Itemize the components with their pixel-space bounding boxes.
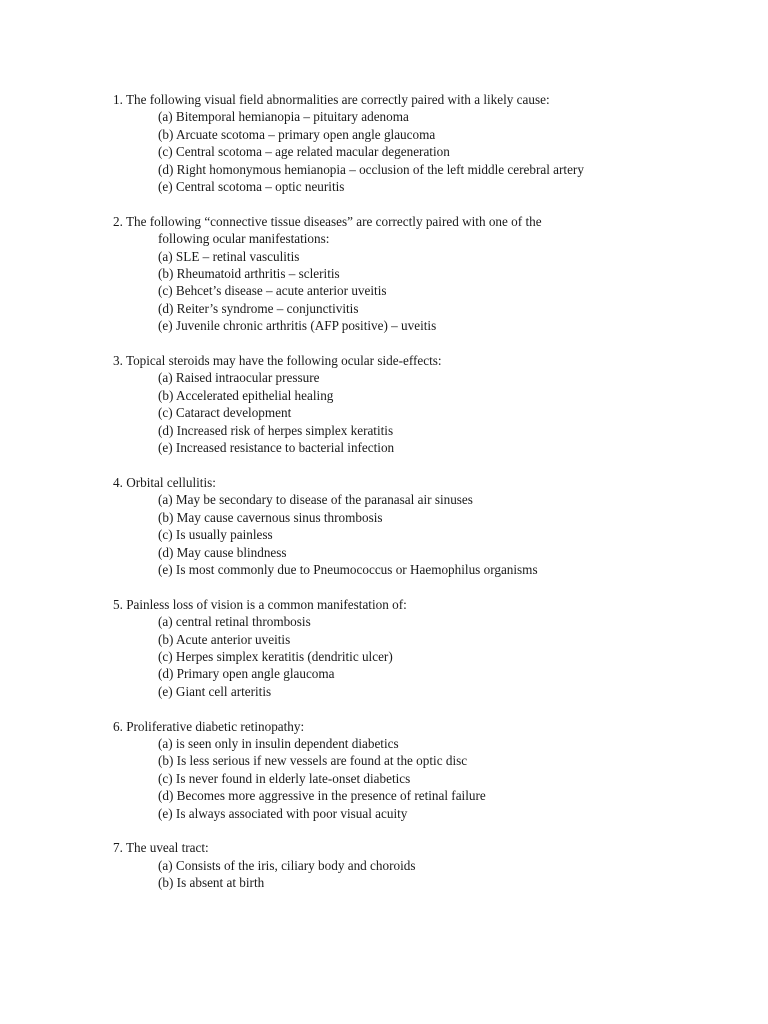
answer-option-b: (b) Rheumatoid arthritis – scleritis: [158, 266, 340, 282]
answer-option-a: (a) is seen only in insulin dependent diabetics: [158, 735, 399, 751]
question-stem-continuation: following ocular manifestations:: [158, 231, 330, 247]
answer-option-a: (a) Raised intraocular pressure: [158, 370, 320, 386]
answer-option-a: (a) May be secondary to disease of the paranasal air sinuses: [158, 492, 473, 508]
answer-option-d: (d) Primary open angle glaucoma: [158, 666, 335, 682]
answer-option-b: (b) Is less serious if new vessels are found at the optic disc: [158, 753, 468, 769]
question-stem: 2. The following “connective tissue diseases” are correctly paired with one of the: [113, 213, 542, 229]
answer-option-c: (c) Herpes simplex keratitis (dendritic ulcer): [158, 648, 393, 664]
answer-option-b: (b) Accelerated epithelial healing: [158, 387, 334, 403]
answer-option-b: (b) Arcuate scotoma – primary open angle glaucoma: [158, 126, 436, 142]
question-6: [113, 718, 733, 822]
answer-option-a: (a) Bitemporal hemianopia – pituitary adenoma: [158, 109, 409, 125]
question-stem: 7. The uveal tract:: [113, 840, 209, 856]
question-4: [113, 474, 733, 578]
answer-option-d: (d) Right homonymous hemianopia – occlusion of the left middle cerebral artery: [158, 161, 584, 177]
answer-option-a: (a) central retinal thrombosis: [158, 614, 311, 630]
answer-option-a: (a) Consists of the iris, ciliary body and choroids: [158, 857, 416, 873]
answer-option-c: (c) Central scotoma – age related macular degeneration: [158, 144, 450, 160]
answer-option-b: (b) May cause cavernous sinus thrombosis: [158, 509, 383, 525]
answer-option-b: (b) Acute anterior uveitis: [158, 631, 291, 647]
question-list: [113, 91, 733, 909]
question-stem: 4. Orbital cellulitis:: [113, 474, 216, 490]
answer-option-e: (e) Central scotoma – optic neuritis: [158, 179, 345, 195]
question-7: [113, 839, 733, 891]
question-stem: 6. Proliferative diabetic retinopathy:: [113, 718, 305, 734]
question-2: [113, 213, 733, 335]
question-3: [113, 352, 733, 456]
answer-option-e: (e) Is always associated with poor visual acuity: [158, 805, 408, 821]
question-5: [113, 596, 733, 700]
answer-option-a: (a) SLE – retinal vasculitis: [158, 248, 300, 264]
answer-option-d: (d) Increased risk of herpes simplex keratitis: [158, 422, 394, 438]
answer-option-c: (c) Behcet’s disease – acute anterior uveitis: [158, 283, 387, 299]
answer-option-d: (d) Reiter’s syndrome – conjunctivitis: [158, 300, 359, 316]
question-stem: 1. The following visual field abnormalities are correctly paired with a likely cause:: [113, 92, 550, 107]
answer-option-c: (c) Is usually painless: [158, 527, 273, 543]
answer-option-e: (e) Juvenile chronic arthritis (AFP positive) – uveitis: [158, 318, 437, 334]
answer-option-c: (c) Is never found in elderly late-onset diabetics: [158, 770, 411, 786]
answer-option-d: (d) May cause blindness: [158, 544, 287, 560]
answer-option-d: (d) Becomes more aggressive in the presence of retinal failure: [158, 788, 486, 804]
question-stem: 3. Topical steroids may have the following ocular side-effects:: [113, 353, 442, 369]
question-stem: 5. Painless loss of vision is a common manifestation of:: [113, 596, 407, 612]
answer-option-c: (c) Cataract development: [158, 405, 292, 421]
answer-option-e: (e) Increased resistance to bacterial infection: [158, 440, 395, 456]
answer-option-e: (e) Giant cell arteritis: [158, 683, 272, 699]
answer-option-b: (b) Is absent at birth: [158, 875, 265, 891]
question-1: [113, 91, 733, 195]
answer-option-e: (e) Is most commonly due to Pneumococcus or Haemophilus organisms: [158, 561, 538, 577]
